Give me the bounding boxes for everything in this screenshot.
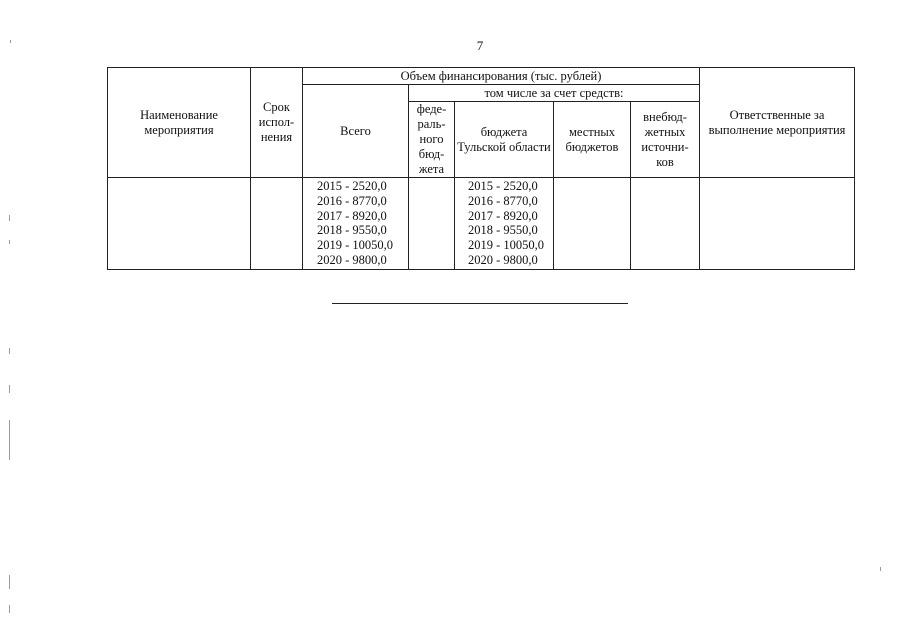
header-total: Всего xyxy=(303,85,409,178)
cell-term xyxy=(251,178,303,270)
total-2015: 2015 - 2520,0 xyxy=(317,179,387,193)
total-2018: 2018 - 9550,0 xyxy=(317,223,387,238)
header-local: местных бюджетов xyxy=(554,102,631,178)
scan-speck xyxy=(9,605,10,613)
regional-2016: 2016 - 8770,0 xyxy=(468,193,538,208)
regional-2018: 2018 - 9550,0 xyxy=(468,223,538,238)
cell-name xyxy=(108,178,251,270)
scan-speck xyxy=(9,420,10,460)
scan-speck xyxy=(880,567,881,571)
total-2017: 2017 - 8920,0 xyxy=(317,208,387,223)
header-including: том числе за счет средств: xyxy=(409,85,700,102)
scan-speck xyxy=(9,385,10,393)
total-2019: 2019 - 10050,0 xyxy=(317,238,394,253)
cell-local xyxy=(554,178,631,270)
scan-speck xyxy=(9,240,10,244)
header-term: Срок испол-нения xyxy=(251,68,303,178)
total-2020: 2020 - 9800,0 xyxy=(317,252,387,267)
scan-speck xyxy=(9,575,10,589)
regional-2015: 2015 - 2520,0 xyxy=(468,179,538,193)
cell-regional xyxy=(455,178,554,270)
funding-table xyxy=(107,67,855,270)
separator-line xyxy=(332,303,628,304)
header-extrabudget: внебюд-жетных источни-ков xyxy=(631,102,700,178)
cell-responsible xyxy=(700,178,855,270)
header-federal: феде-раль-ного бюд-жета xyxy=(409,102,455,178)
scan-speck xyxy=(9,215,10,221)
header-funding: Объем финансирования (тыс. рублей) xyxy=(303,68,700,85)
regional-2019: 2019 - 10050,0 xyxy=(468,238,545,253)
header-name: Наименование мероприятия xyxy=(108,68,251,178)
cell-federal xyxy=(409,178,455,270)
page-number: 7 xyxy=(476,38,484,53)
regional-2020: 2020 - 9800,0 xyxy=(468,252,538,267)
regional-2017: 2017 - 8920,0 xyxy=(468,208,538,223)
header-regional: бюджета Тульской области xyxy=(455,102,554,178)
table-row xyxy=(108,178,855,270)
cell-total xyxy=(303,178,409,270)
scan-speck xyxy=(10,40,11,43)
header-responsible: Ответственные за выполнение мероприятия xyxy=(700,68,855,178)
cell-extrabudget xyxy=(631,178,700,270)
scan-speck xyxy=(9,348,10,354)
total-2016: 2016 - 8770,0 xyxy=(317,193,387,208)
